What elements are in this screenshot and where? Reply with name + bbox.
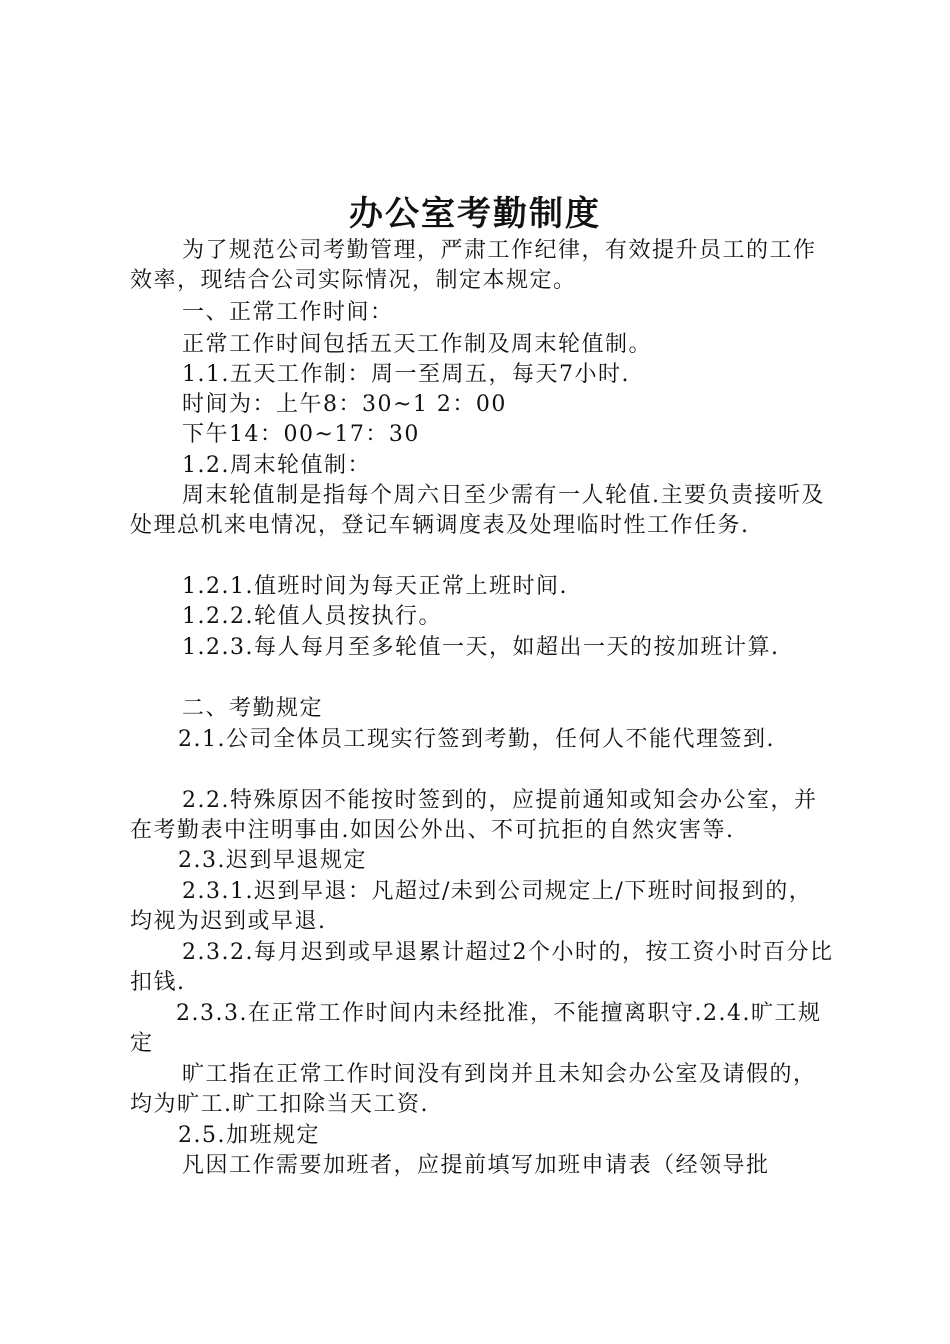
section-heading-1: 一、正常工作时间： — [182, 300, 394, 325]
paragraph: 凡因工作需要加班者，应提前填写加班申请表（经领导批 — [182, 1153, 770, 1178]
paragraph: 2.3.3.在正常工作时间内未经批准，不能擅离职守.2.4.旷工规定 — [130, 1001, 822, 1056]
paragraph: 1.1.五天工作制：周一至周五，每天7小时. — [182, 362, 630, 387]
paragraph: 时间为：上午8：30~1 2：00 — [182, 392, 507, 417]
paragraph: 2.3.2.每月迟到或早退累计超过2个小时的，按工资小时百分比扣钱. — [130, 940, 834, 995]
paragraph: 2.5.加班规定 — [178, 1123, 320, 1148]
paragraph: 下午14：00~17：30 — [182, 422, 420, 447]
paragraph: 1.2.2.轮值人员按执行。 — [182, 604, 442, 629]
document-title: 办公室考勤制度 — [349, 194, 601, 234]
paragraph: 1.2.周末轮值制： — [182, 453, 371, 478]
paragraph: 旷工指在正常工作时间没有到岗并且未知会办公室及请假的，均为旷工.旷工扣除当天工资. — [130, 1062, 817, 1117]
paragraph: 2.2.特殊原因不能按时签到的，应提前通知或知会办公室，并在考勤表中注明事由.如因公外出、不可抗拒的自然灾害等. — [130, 788, 818, 843]
section-heading-2: 二、考勤规定 — [182, 696, 324, 721]
paragraph-intro: 为了规范公司考勤管理，严肃工作纪律，有效提升员工的工作效率，现结合公司实际情况，制定本规定。 — [130, 238, 817, 293]
paragraph: 周末轮值制是指每个周六日至少需有一人轮值.主要负责接听及处理总机来电情况，登记车辆调度表及处理临时性工作任务. — [130, 483, 825, 538]
paragraph: 2.1.公司全体员工现实行签到考勤，任何人不能代理签到. — [178, 727, 775, 752]
paragraph: 1.2.3.每人每月至多轮值一天，如超出一天的按加班计算. — [182, 635, 780, 660]
paragraph: 1.2.1.值班时间为每天正常上班时间. — [182, 574, 568, 599]
paragraph: 正常工作时间包括五天工作制及周末轮值制。 — [182, 332, 653, 357]
paragraph: 2.3.1.迟到早退：凡超过/未到公司规定上/下班时间报到的，均视为迟到或早退. — [130, 879, 813, 934]
paragraph: 2.3.迟到早退规定 — [178, 848, 367, 873]
